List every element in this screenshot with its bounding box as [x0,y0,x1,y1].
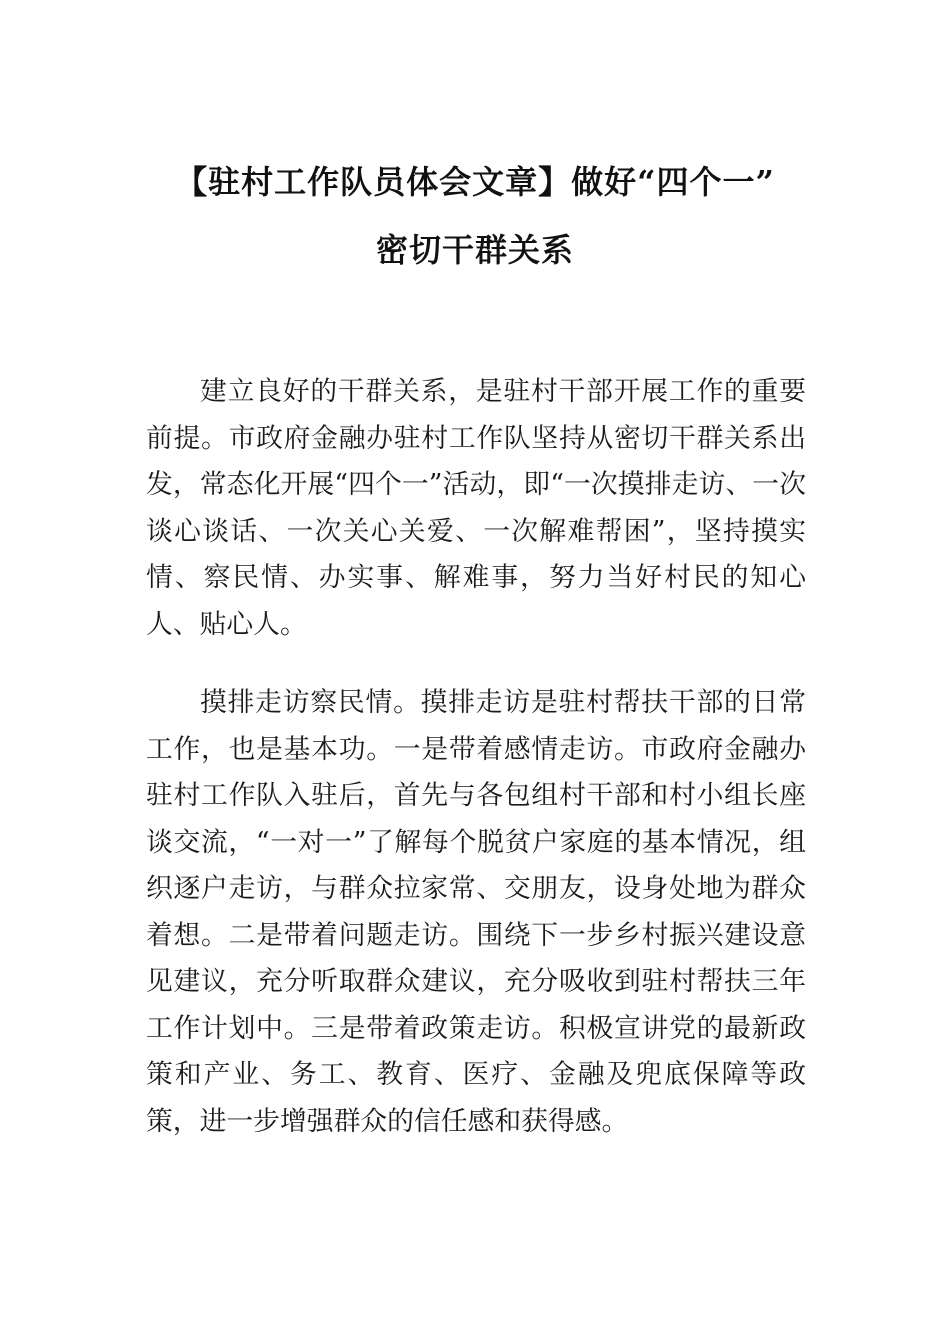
document-title-line-2: 密切干群关系 [375,231,574,269]
document-title-line-1: 【驻村工作队员体会文章】做好“四个一” [175,163,775,201]
body-paragraph-2: 摸排走访察民情。摸排走访是驻村帮扶干部的日常工作，也是基本功。一是带着感情走访。市政府金融办驻村工作队入驻后，首先与各包组村干部和村小组长座谈交流，“一对一”了解每个脱贫户家庭的基本情况，组织逐户走访，与群众拉家常、交朋友，设身处地为群众着想。二是带着问题走访。围绕下一步乡村振兴建设意见建议，充分听取群众建议，充分吸收到驻村帮扶三年工作计划中。三是带着政策走访。积极宣讲党的最新政策和产业、务工、教育、医疗、金融及兜底保障等政策，进一步增强群众的信任感和获得感。 [146,687,806,1137]
body-paragraph-1: 建立良好的干群关系，是驻村干部开展工作的重要前提。市政府金融办驻村工作队坚持从密切干群关系出发，常态化开展“四个一”活动，即“一次摸排走访、一次谈心谈话、一次关心关爱、一次解难帮困”，坚持摸实情、察民情、办实事、解难事，努力当好村民的知心人、贴心人。 [146,376,806,640]
